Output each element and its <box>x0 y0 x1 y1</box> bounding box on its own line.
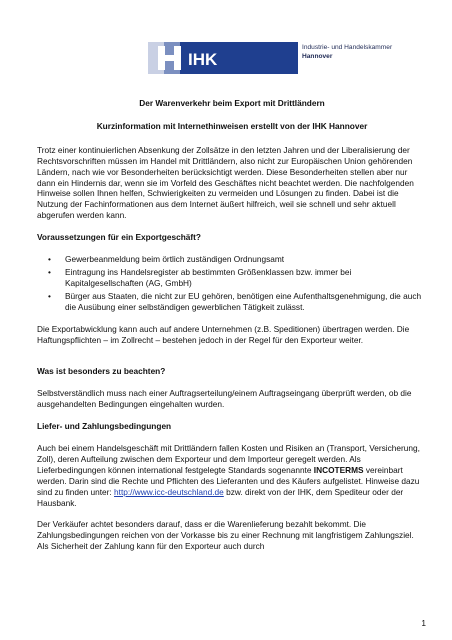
logo-line-1: Industrie- und Handelskammer <box>302 44 393 51</box>
document-title: Der Warenverkehr beim Export mit Drittländern <box>139 98 325 108</box>
incoterms-term: INCOTERMS <box>313 464 364 475</box>
requirements-list <box>37 254 427 313</box>
page-number: 1 <box>421 618 426 628</box>
logo-mark: IHK <box>188 50 218 69</box>
icc-link[interactable]: http://www.icc-deutschland.de <box>114 486 224 497</box>
logo-h-left <box>158 46 165 70</box>
logo-caption <box>302 44 392 61</box>
logo-h-right <box>174 46 181 70</box>
section-heading-terms: Liefer- und Zahlungsbedingungen <box>37 421 172 432</box>
list-item: • Gewerbeanmeldung beim örtlich zuständigen Ordnungsamt <box>65 254 427 265</box>
document-body <box>37 98 427 563</box>
section-heading-notes: Was ist besonders zu beachten? <box>37 366 166 377</box>
payment-paragraph: Der Verkäufer achtet besonders darauf, dass er die Warenlieferung bezahlt bekommt. Die Zahlungsbedingungen reichen von der Vorkasse bis zu einer Rechnung mit langfristigem Zahlungsziel. Als Sicherheit der Zahlung kann für den Exporteur auch durch <box>37 519 414 552</box>
incoterms-paragraph: Auch bei einem Handelsgeschäft mit Drittländern fallen Kosten und Risiken an (Transport, Versicherung, Zoll), deren Aufteilung zwischen dem Exporteur und dem Importeur geregelt werden. Als Lieferbedingungen können international festgelegte Standards sogenannte INCOTERMS vereinbart werden. Darin sind die Rechte und Pflichten des Lieferanten und des Käufers aufgelistet. Hinweise dazu sind zu finden unter: http://www.icc-deutschland.de bzw. direkt von der IHK, dem Spediteur oder der Hausbank. <box>37 443 420 508</box>
logo-h-bar <box>165 55 174 61</box>
section-heading-requirements: Voraussetzungen für ein Exportgeschäft? <box>37 232 201 243</box>
list-item: • Bürger aus Staaten, die nicht zur EU gehören, benötigen eine Aufenthaltsgenehmigung, die auch die Ausübung einer selbständigen gewerblichen Tätigkeit zulässt. <box>65 291 427 313</box>
ihk-logo <box>148 42 298 74</box>
logo-line-2: Hannover <box>302 52 333 60</box>
notes-paragraph: Selbstverständlich muss nach einer Auftragserteilung/einem Auftragseingang überprüft werden, ob die ausgehandelten Bedingungen eingehalten wurden. <box>37 388 412 410</box>
export-handling-paragraph: Die Exportabwicklung kann auch auf andere Unternehmen (z.B. Speditionen) übertragen werden. Die Haftungspflichten – im Zollrecht – bestehen jedoch in der Regel für den Exporteur weiter. <box>37 323 410 345</box>
document-subtitle: Kurzinformation mit Internethinweisen erstellt von der IHK Hannover <box>96 120 368 131</box>
intro-paragraph: Trotz einer kontinuierlichen Absenkung der Zollsätze in den letzten Jahren und der Liberalisierung der Rechtsvorschriften müssen im Handel mit Drittländern, also nicht zur Europäischen Union gehörenden Ländern, nach wie vor Besonderheiten berücksichtigt werden. Diese Besonderheiten stellen aber nur dann ein Hindernis dar, wenn sie im Vorfeld des Geschäftes nicht beachtet werden. Die nachfolgenden Hinweise sollen Ihnen helfen, Schwierigkeiten zu vermeiden und Lösungen zu finden. Dabei ist die Nutzung der Fachinformationen aus dem Internet äußert hilfreich, weil sie schnell und sehr aktuell abgerufen werden kann. <box>37 144 414 221</box>
list-item: • Eintragung ins Handelsregister ab bestimmten Größenklassen bzw. immer bei Kapitalgesellschaften (AG, GmbH) <box>65 267 427 289</box>
